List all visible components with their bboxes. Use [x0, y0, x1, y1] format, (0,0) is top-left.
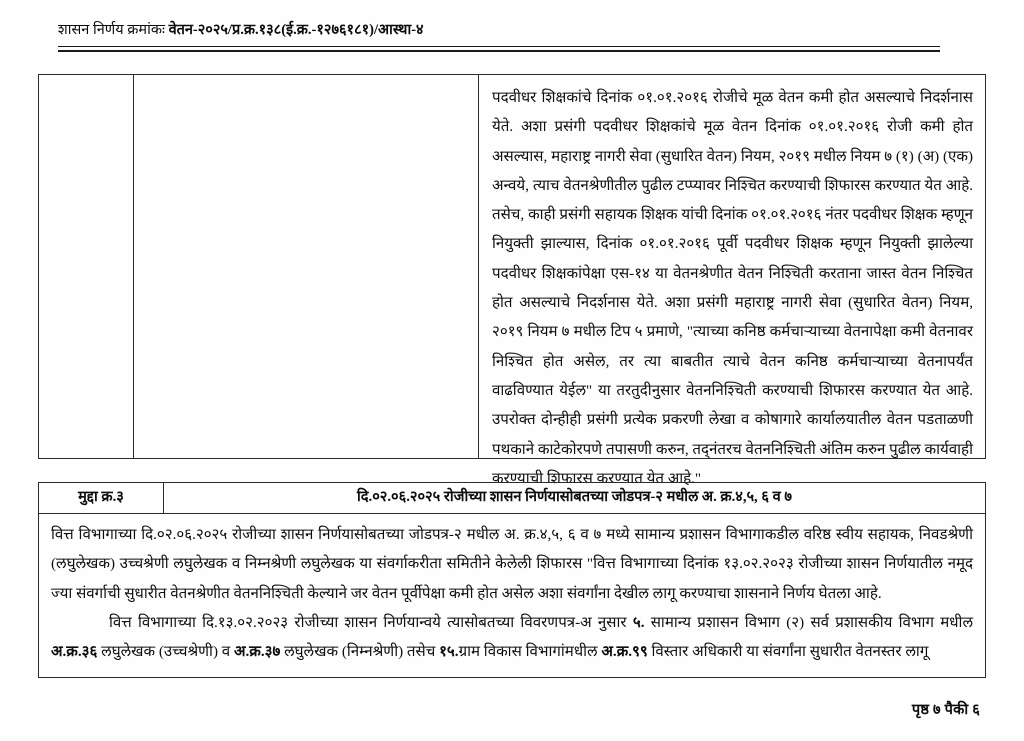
page-number-footer: पृष्ठ ७ पैकी ६: [911, 702, 980, 718]
emphasized-reference: अ.क्र.३७: [233, 644, 281, 661]
body-paragraph-one: वित्त विभागाच्या दि.०२.०६.२०२५ रोजीच्या शासन निर्णयासोबतच्या जोडपत्र-२ मधील अ. क्र.४,५, ६ व ७ मध्ये सामान्य प्रशासन विभागाकडील वरिष्ठ स्वीय सहायक, निवडश्रेणी (लघुलेखक) उच्चश्रेणी लघुलेखक व निम्नश्रेणी लघुलेखक या संवर्गाकरीता समितीने केलेली शिफारस "वित्त विभागाच्या दिनांक १३.०२.२०२३ रोजीच्या शासन निर्णयातील नमूद ज्या संवर्गाची सुधारीत वेतनश्रेणीत वेतननिश्चिती केल्याने जर वेतन पूर्वीपेक्षा कमी होत असेल अशा संवर्गांना देखील लागू करण्याचा शासनाने निर्णय घेतला आहे.: [51, 526, 973, 602]
body-text-run: लघुलेखक (उच्चश्रेणी) व: [97, 644, 234, 661]
document-header: [58, 22, 968, 39]
table-cell-column-b: [134, 75, 479, 458]
emphasized-reference: ५.: [632, 615, 645, 631]
content-table-upper: [38, 74, 986, 487]
table-header-point-label: मुद्दा क्र.३: [39, 483, 164, 513]
body-text-run: लघुलेखक (निम्नश्रेणी) तसेच: [280, 644, 440, 661]
body-text-run: विस्तार अधिकारी या संवर्गांना सुधारीत वेतनस्तर लागू: [647, 644, 929, 661]
table-cell-paragraph: पदवीधर शिक्षकांचे दिनांक ०१.०१.२०१६ रोजीचे मूळ वेतन कमी होत असल्याचे निदर्शनास येते. अशा प्रसंगी पदवीधर शिक्षकांचे मूळ वेतन दिनांक ०१.०१.२०१६ रोजी कमी होत असल्यास, महाराष्ट्र नागरी सेवा (सुधारित वेतन) नियम, २०१९ मधील नियम ७ (१) (अ) (एक) अन्वये, त्याच वेतनश्रेणीतील पुढील टप्प्यावर निश्चित करण्याची शिफारस करण्यात येत आहे. तसेच, काही प्रसंगी सहायक शिक्षक यांची दिनांक ०१.०१.२०१६ नंतर पदवीधर शिक्षक म्हणून नियुक्ती झाल्यास, दिनांक ०१.०१.२०१६ पूर्वी पदवीधर शिक्षक म्हणून नियुक्ती झालेल्या पदवीधर शिक्षकांपेक्षा एस-१४ या वेतनश्रेणीत वेतन निश्चिती करताना जास्त वेतन निश्चित होत असल्याचे निदर्शनास येते. अशा प्रसंगी महाराष्ट्र नागरी सेवा (सुधारित वेतन) नियम, २०१९ नियम ७ मधील टिप ५ प्रमाणे, "त्याच्या कनिष्ठ कर्मचाऱ्याच्या वेतनापेक्षा कमी वेतनावर निश्चित होत असेल, तर त्या बाबतीत त्याचे वेतन कनिष्ठ कर्मचाऱ्याच्या वेतनापर्यंत वाढविण्यात येईल" या तरतुदीनुसार वेतननिश्चिती करण्याची शिफारस करण्यात येत आहे. उपरोक्त दोन्हीही प्रसंगी प्रत्येक प्रकरणी लेखा व कोषागारे कार्यालयातील वेतन पडताळणी पथकाने काटेकोरपणे तपासणी करुन, तद्‌नंतरच वेतननिश्चिती अंतिम करुन पुढील कार्यवाही करण्याची शिफारस करण्यात येत आहे.": [492, 90, 973, 487]
body-text-run: वित्त विभागाच्या दि.१३.०२.२०२३ रोजीच्या शासन निर्णयान्वये त्यासोबतच्या विवरणपत्र-अ नुसार: [109, 615, 633, 631]
table-cell-column-a: [39, 75, 134, 458]
emphasized-reference: अ.क्र.३६: [51, 644, 98, 661]
table-header-title: दि.०२.०६.२०२५ रोजीच्या शासन निर्णयासोबतच्या जोडपत्र-२ मधील अ. क्र.४,५, ६ व ७: [357, 489, 792, 505]
table-cell-column-c: [479, 75, 985, 487]
header-label: शासन निर्णय क्रमांकः: [58, 22, 169, 38]
emphasized-reference: अ.क्र.९९: [601, 644, 648, 661]
header-resolution-number: वेतन-२०२५/प्र.क्र.१३८(ई.क्र.-१२७६१८१)/आस्था-४: [168, 22, 424, 38]
body-paragraph-two: [51, 609, 973, 668]
table-body-content: [39, 514, 985, 677]
header-divider-rule: [58, 46, 940, 52]
emphasized-reference: १५.: [439, 644, 459, 661]
content-table-lower: [38, 482, 986, 678]
table-header-row: [39, 483, 985, 514]
body-text-run: ग्राम विकास विभागांमधील: [458, 644, 602, 661]
body-text-run: सामान्य प्रशासन विभाग (२) सर्व प्रशासकीय विभाग मधील: [644, 615, 973, 631]
